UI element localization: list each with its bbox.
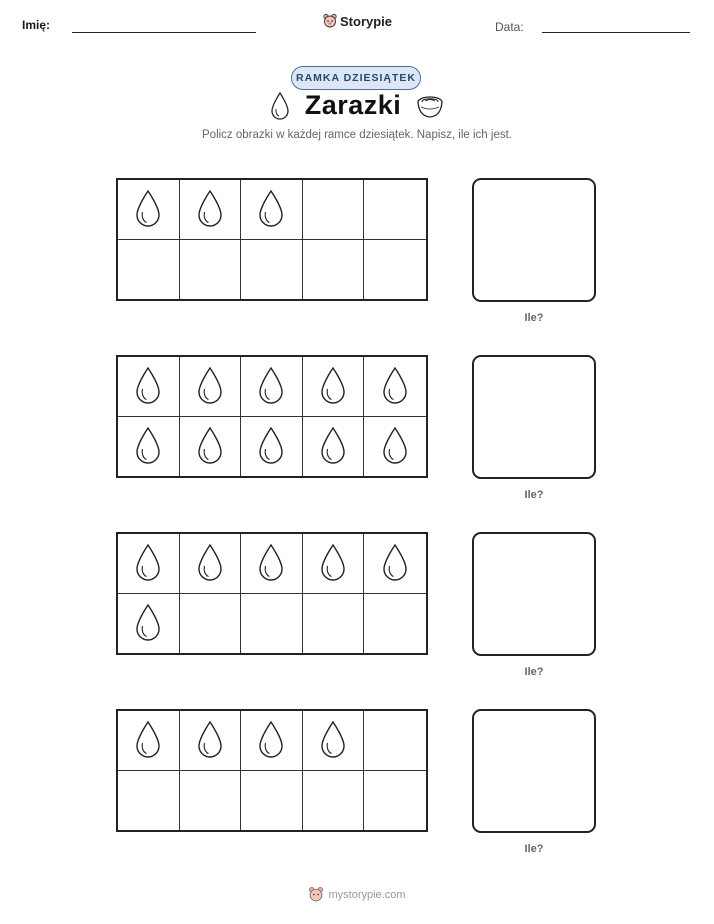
water-drop-icon: [256, 365, 286, 407]
water-drop-icon: [380, 365, 410, 407]
name-line[interactable]: [72, 32, 256, 33]
frame-cell: [180, 240, 242, 300]
water-drop-icon: [256, 542, 286, 584]
water-drop-icon: [380, 425, 410, 467]
name-label: Imię:: [22, 18, 51, 32]
worksheet-badge: RAMKA DZIESIĄTEK: [291, 66, 421, 90]
water-drop-icon: [195, 425, 225, 467]
frame-cell: [180, 711, 242, 771]
frame-cell: [364, 771, 426, 831]
water-drop-icon: [133, 542, 163, 584]
water-drop-icon: [256, 188, 286, 230]
frame-cell: [180, 771, 242, 831]
frame-cell: [180, 594, 242, 654]
frame-cell: [180, 357, 242, 417]
water-drop-icon: [256, 425, 286, 467]
water-drop-icon: [133, 719, 163, 761]
footer: [0, 886, 714, 903]
frame-cell: [241, 180, 303, 240]
frame-cell: [364, 534, 426, 594]
frame-cell: [241, 594, 303, 654]
date-line[interactable]: [542, 32, 690, 33]
frame-cell: [118, 180, 180, 240]
answer-box[interactable]: [472, 178, 596, 302]
ten-frame: [116, 355, 428, 478]
water-drop-icon: [195, 188, 225, 230]
footer-site: mystorypie.com: [328, 888, 406, 901]
water-drop-icon: [133, 188, 163, 230]
answer-box[interactable]: [472, 532, 596, 656]
ten-frame: [116, 178, 428, 301]
frame-cell: [303, 357, 365, 417]
water-drop-icon: [133, 365, 163, 407]
frame-cell: [303, 180, 365, 240]
storypie-logo-icon: [323, 13, 337, 29]
water-drop-icon: [133, 425, 163, 467]
brand-logo: [323, 13, 392, 29]
water-drop-icon: [318, 719, 348, 761]
frame-cell: [241, 357, 303, 417]
answer-label: Ile?: [524, 843, 544, 855]
frame-cell: [180, 417, 242, 477]
answer-box[interactable]: [472, 709, 596, 833]
frame-cell: [241, 417, 303, 477]
frame-cell: [364, 180, 426, 240]
frame-cell: [303, 240, 365, 300]
answer-label: Ile?: [524, 312, 544, 324]
frame-cell: [241, 771, 303, 831]
frame-cell: [364, 711, 426, 771]
answer-label: Ile?: [524, 489, 544, 501]
frame-cell: [303, 594, 365, 654]
water-drop-icon: [318, 365, 348, 407]
water-drop-icon: [195, 719, 225, 761]
ten-frame: [116, 709, 428, 832]
frame-cell: [241, 240, 303, 300]
frame-cell: [364, 357, 426, 417]
frame-cell: [118, 357, 180, 417]
storypie-logo-icon: [308, 886, 324, 903]
frame-cell: [303, 534, 365, 594]
frame-cell: [118, 594, 180, 654]
bowl-icon: [415, 92, 445, 120]
water-drop-icon: [318, 425, 348, 467]
frame-cell: [180, 534, 242, 594]
frame-cell: [118, 240, 180, 300]
water-drop-icon: [133, 602, 163, 644]
ten-frame: [116, 532, 428, 655]
water-drop-icon: [195, 365, 225, 407]
water-drop-icon: [195, 542, 225, 584]
title-row: [0, 90, 714, 121]
water-drop-icon: [318, 542, 348, 584]
frame-cell: [118, 771, 180, 831]
water-drop-icon: [256, 719, 286, 761]
frame-cell: [364, 240, 426, 300]
frame-cell: [241, 534, 303, 594]
frame-cell: [180, 180, 242, 240]
frame-cell: [303, 711, 365, 771]
date-label: Data:: [495, 20, 524, 34]
answer-box[interactable]: [472, 355, 596, 479]
frame-cell: [241, 711, 303, 771]
brand-name: Storypie: [340, 13, 393, 29]
frame-cell: [118, 534, 180, 594]
frame-cell: [303, 417, 365, 477]
frame-cell: [364, 417, 426, 477]
frame-cell: [364, 594, 426, 654]
frame-cell: [118, 711, 180, 771]
water-drop-icon: [269, 91, 291, 121]
instruction-text: Policz obrazki w każdej ramce dziesiątek. Napisz, ile ich jest.: [202, 129, 512, 141]
answer-label: Ile?: [524, 666, 544, 678]
frame-cell: [303, 771, 365, 831]
page-title: Zarazki: [304, 90, 402, 120]
water-drop-icon: [380, 542, 410, 584]
frame-cell: [118, 417, 180, 477]
